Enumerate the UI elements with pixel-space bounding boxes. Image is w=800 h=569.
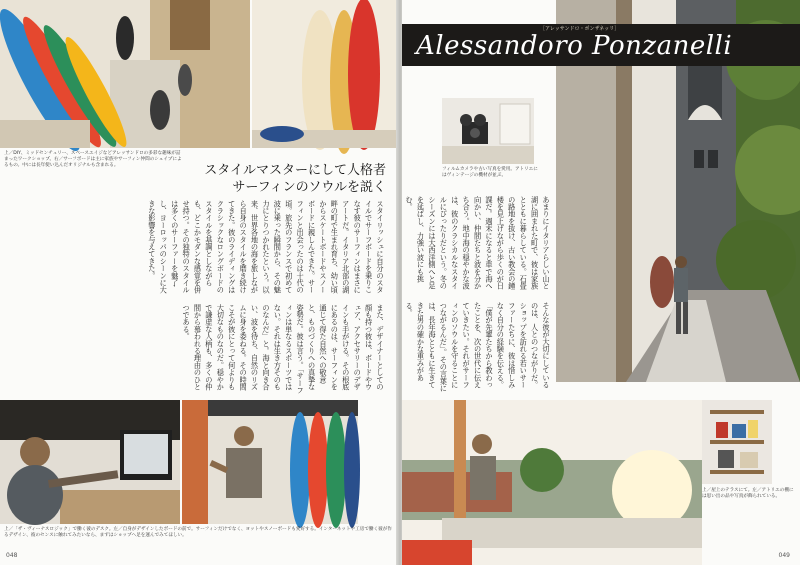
left-body-lower-text: また、デザイナーとしての顔も持つ彼は、ボードやウェア、アクセサリーのデザインも手がける。その根底にあるのは、サーフィンを通じて得た自然への敬意と、ものづくりへの真摯な姿勢だ。彼は言う。「サーフィンは単なるスポーツではない。それは生き方そのものなんだ」と。海と向き合い、波を待ち、自然のリズムに身を委ねる。その時間こそが彼にとって何よりも大切なものなのだ。穏やかで謙虚な人柄も、多くの仲間から慕われる理由のひとつである。 bbox=[182, 304, 385, 394]
photo-surfboard-rack bbox=[0, 0, 250, 148]
right-page-number: 049 bbox=[778, 552, 790, 559]
headline-line-2: サーフィンのソウルを説く bbox=[232, 180, 386, 195]
right-top-photo-caption: フィルムカメラや古い写真を愛用。アトリエにはヴィンテージの機材が並ぶ。 bbox=[442, 167, 538, 178]
left-page bbox=[0, 0, 398, 565]
left-page-number: 048 bbox=[6, 552, 18, 559]
photo-shelf-illustration bbox=[702, 400, 772, 484]
article-title: Alessandoro Ponzanelli bbox=[416, 31, 733, 61]
right-bottom-photo-caption: 上／屋上のテラスにて。左／アトリエの棚には思い出の品や写真が飾られている。 bbox=[702, 488, 794, 499]
photo-longboards-illustration bbox=[252, 0, 398, 148]
right-body-lower bbox=[405, 302, 552, 394]
photo-surfboard-rack-illustration bbox=[0, 0, 250, 148]
title-kana-tag: ［アレッサンドロ・ポンザネッリ］ bbox=[540, 26, 620, 32]
right-body-upper-text: あまりにイタリアらしい山と湖に囲まれた町で、彼は家族とともに暮らしている。石畳の路地を抜け、古い教会の鐘楼を見上げながら歩くのが日課だ。週末になると車で海へ向かい、仲間たちと波を分かち合う。地中海の穏やかな波は、彼のクラシカルなスタイルにぴったりだという。冬のシーズンには大西洋側へと足を延ばし、力強い波にも挑む。 bbox=[405, 196, 551, 290]
photo-man-at-computer bbox=[0, 400, 180, 524]
headline-line-1: スタイルマスターにして人格者 bbox=[204, 163, 386, 178]
left-bottom-photo-caption: 上／「ザ・ヴィーナスロジック」で働く彼のデスク。左／自身がデザインしたボードの前で。サーフィンだけでなく、ヨットやスノーボードも愛好する。インターネットや工房で働く彼が作るデザイン、彼のセンスに触れてみたいなら、まずはショップへ足を運んでみてほしい。 bbox=[4, 527, 392, 538]
photo-terrace-illustration bbox=[402, 400, 702, 565]
photo-terrace bbox=[402, 400, 702, 565]
article-title-bar bbox=[402, 24, 800, 66]
article-headline bbox=[190, 162, 386, 196]
right-body-upper bbox=[405, 196, 552, 296]
photo-vintage-camera bbox=[442, 98, 534, 164]
photo-shelf bbox=[702, 400, 772, 484]
photo-longboards-corner bbox=[252, 0, 398, 148]
left-body-lower bbox=[18, 304, 386, 396]
photo-man-with-boards bbox=[182, 400, 358, 524]
right-body-lower-text: そんな彼が大切にしているのは、人とのつながりだ。ショップを訪れる若いサーファーたちに、彼は惜しみなく自分の経験を伝える。「僕が先輩たちから教わったことを、次の世代に伝えていきたい。それがサーフィンのソウルを守ることにつながるんだ」。その言葉には、長年海とともに生きてきた男の確かな重みがある。 bbox=[405, 302, 551, 392]
left-body-upper bbox=[18, 200, 386, 298]
left-top-photo-caption: 上／DIY、ミッドセンチュリー、スペースエイジなどアレッサンドロの多彩な趣味が詰まったワークショップ。右／サーフボードは主に家族やサーフィン仲間のシェイプによるもの。中には長年使い込んだオリジナルも含まれる。 bbox=[4, 151, 182, 168]
photo-vintage-camera-illustration bbox=[442, 98, 534, 164]
photo-man-with-boards-illustration bbox=[182, 400, 358, 524]
right-page bbox=[402, 0, 800, 565]
left-body-upper-text: スタイリッシュに自分のスタイルでサーフボードを乗りこなす彼のサーフィンはまさにアートだ。イタリア北部の湖畔の町で生まれ育ち、幼い頃からスケートボードやスノーボードに親しんできた。サーフィンと出会ったのは十代の頃。旅先のフランスで初めて波に乗った瞬間から、その魅力にとりつかれたという。以来、世界各地の海を旅しながら自身のスタイルを磨き続けてきた。彼のライディングはクラシックなロングボードのスタイルを基調としながらも、どこかモダンな感覚を併せ持つ。その独特のスタイルは多くのサーファーを魅了し、ヨーロッパのシーンに大きな影響を与えてきた。 bbox=[147, 200, 385, 294]
photo-man-at-computer-illustration bbox=[0, 400, 180, 524]
